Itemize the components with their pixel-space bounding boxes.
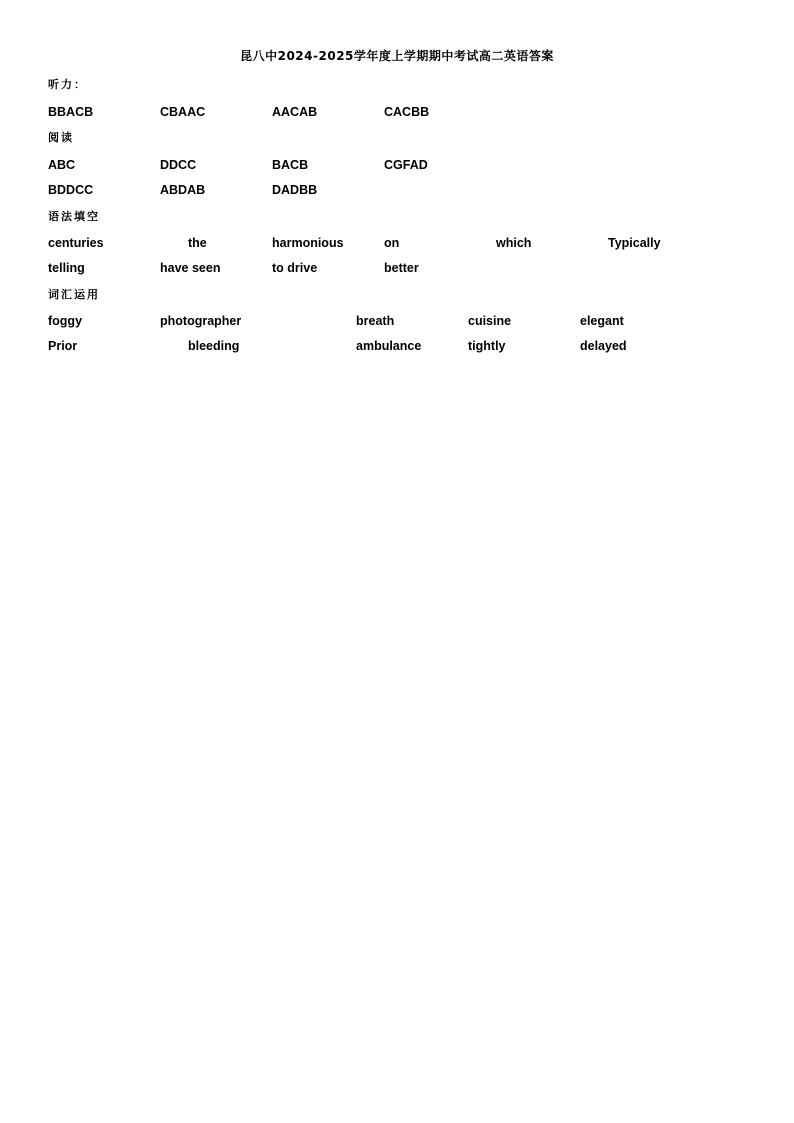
answer-cell: elegant (580, 314, 624, 328)
answer-cell: have seen (160, 261, 221, 275)
answer-cell: ABDAB (160, 183, 206, 197)
answer-cell: CGFAD (384, 158, 428, 172)
answer-cell: ambulance (356, 339, 422, 353)
answer-cell: BBACB (48, 105, 94, 119)
answer-cell: BACB (272, 158, 309, 172)
answer-cell: delayed (580, 339, 627, 353)
answer-cell: to drive (272, 261, 318, 275)
section-heading-vocabulary: 词汇运用 (48, 288, 100, 301)
answer-cell: better (384, 261, 419, 275)
answer-cell: breath (356, 314, 395, 328)
answer-cell: Typically (608, 236, 661, 250)
answer-cell: tightly (468, 339, 506, 353)
answer-cell: DADBB (272, 183, 318, 197)
page-title: 昆八中2024-2025学年度上学期期中考试高二英语答案 (240, 49, 554, 63)
answer-cell: centuries (48, 236, 104, 250)
answer-cell: DDCC (160, 158, 197, 172)
answer-cell: cuisine (468, 314, 512, 328)
answer-cell: on (384, 236, 400, 250)
answer-cell: CBAAC (160, 105, 206, 119)
answer-cell: Prior (48, 339, 78, 353)
answer-cell: bleeding (188, 339, 240, 353)
section-heading-listening: 听力： (48, 78, 87, 91)
section-heading-grammar: 语法填空 (48, 210, 100, 223)
answer-cell: ABC (48, 158, 76, 172)
section-heading-reading: 阅读 (48, 131, 74, 144)
answer-cell: BDDCC (48, 183, 94, 197)
answer-cell: AACAB (272, 105, 318, 119)
answer-cell: CACBB (384, 105, 430, 119)
answer-cell: the (188, 236, 207, 250)
answer-cell: photographer (160, 314, 242, 328)
answer-cell: foggy (48, 314, 83, 328)
answer-cell: telling (48, 261, 85, 275)
answer-cell: which (496, 236, 532, 250)
answer-cell: harmonious (272, 236, 344, 250)
